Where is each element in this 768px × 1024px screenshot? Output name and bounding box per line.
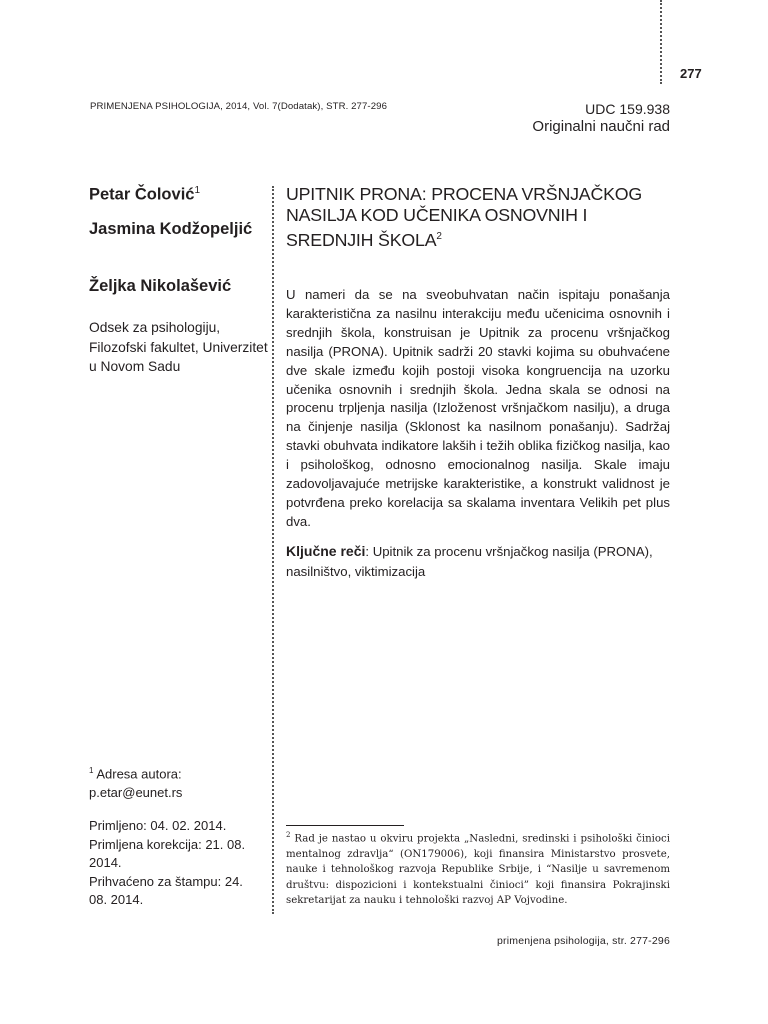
author-1-footnote-mark: 1 (194, 185, 201, 196)
udc-code: UDC 159.938 (585, 101, 670, 117)
author-2 (89, 218, 269, 240)
author-3 (89, 275, 231, 297)
author-3-name: Željka Nikolašević (89, 277, 232, 295)
date-revised: Primljena korekcija: 21. 08. 2014. (89, 836, 246, 870)
author-2-name: Jasmina Kodžopeljić (89, 220, 253, 238)
paper-type: Originalni naučni rad (532, 118, 670, 135)
title-footnote-mark: 2 (436, 231, 442, 242)
author-address-footnote (89, 762, 264, 802)
author-1-name: Petar Čolović (89, 185, 195, 204)
abstract: U nameri da se na sveobuhvatan način ispitaju ponašanja karakteristična za nasilnu interakciju među učenicima osnovnih i srednjih škola, konstruisan je Upitnik za procenu vršnjačkog nasilja (PRONA). Upitnik sadrži 20 stavki kojima su obuhvaćene dve skale između kojih postoji visoka kongruencija na uzorku učenika osnovnih i srednjih škola. Jedna skala se odnosi na procenu trpljenja nasilja (Izloženost vršnjačkom nasilju), a druga na činjenje nasilja (Sklonost ka nasilnom ponašanju). Sadržaj stavki obuhvata indikatore lakših i težih oblika fizičkog nasilja, kao i psihološkog, odnosno emocionalnog nasilja. Skale imaju zadovoljavajuće metrijske karakteristike, a konstrukt validnost je potvrđena preko korelacija sa skalama inventara Velikih pet plus dva. (286, 287, 670, 529)
footnote-1-mark: 1 (89, 766, 94, 775)
journal-citation: PRIMENJENA PSIHOLOGIJA, 2014, Vol. 7(Dodatak), STR. 277-296 (90, 101, 388, 112)
margin-dotted-line (660, 0, 662, 84)
footnote-2-text: Rad je nastao u okviru projekta „Nasledni, sredinski i psihološki činioci mentalnog zdravlja“ (ON179006), koji finansira Ministarstvo prosvete, nauke i tehnološkog razvoja Republike Srbije, i “Nasilje u savremenom društvu: dispozicioni i kontekstualni činioci” koji finansira Pokrajinski sekretarijat za nauku i tehnološki razvoj AP Vojvodine. (286, 833, 670, 907)
date-received: Primljeno: 04. 02. 2014. (89, 818, 227, 833)
submission-dates (89, 817, 264, 910)
page-number: 277 (680, 66, 702, 81)
footnote-separator (286, 825, 404, 826)
author-1 (89, 180, 200, 206)
keywords (286, 542, 670, 581)
running-footer: primenjena psihologija, str. 277-296 (497, 935, 670, 947)
paper-title-text: UPITNIK PRONA: PROCENA VRŠNJAČKOG NASILJA KOD UČENIKA OSNOVNIH I SREDNJIH ŠKOLA (286, 184, 643, 250)
affiliation: Odsek za psihologiju, Filozofski fakultet, Univerzitet u Novom Sadu (89, 320, 268, 374)
funding-footnote (286, 828, 670, 908)
footnote-1-text: Adresa autora: p.etar@eunet.rs (89, 766, 183, 800)
keywords-text: : Upitnik za procenu vršnjačkog nasilja (PRONA), nasilništvo, viktimizacija (286, 544, 653, 579)
keywords-label: Ključne reči (286, 543, 366, 559)
column-divider (272, 186, 274, 914)
paper-title (286, 184, 666, 251)
date-accepted: Prihvaćeno za štampu: 24. 08. 2014. (89, 873, 243, 907)
footnote-2-mark: 2 (286, 831, 291, 839)
